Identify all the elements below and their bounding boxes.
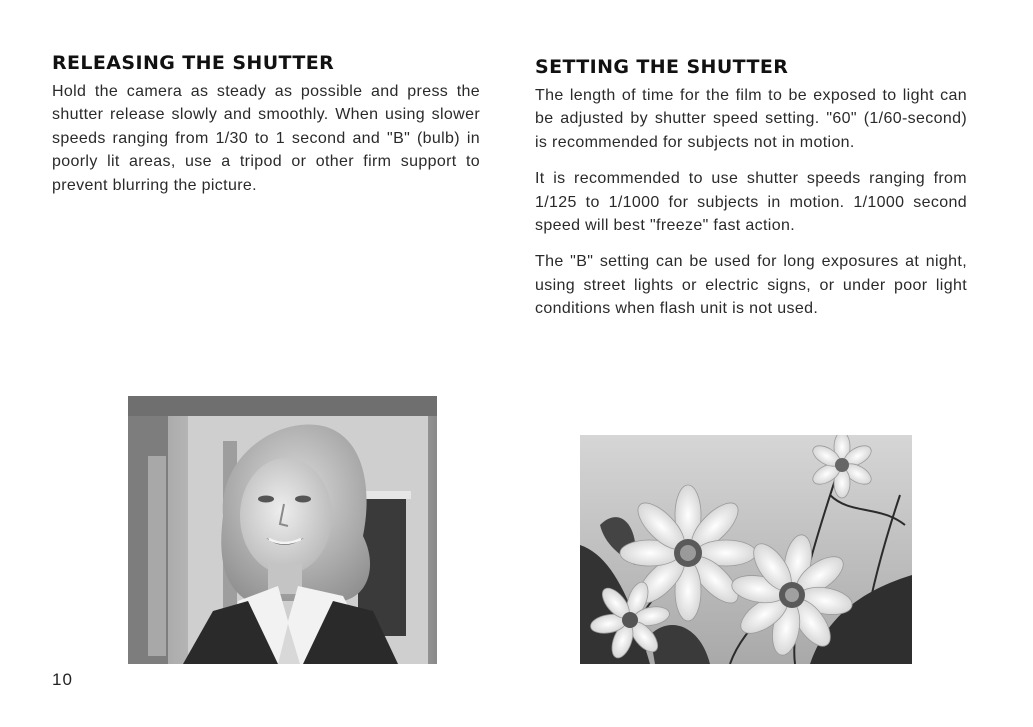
setting-shutter-paragraph-1: The length of time for the film to be exposed to light can be adjusted by shutter speed setting. "60" (1/60-second) is recommended for subjects not in motion. xyxy=(535,87,967,151)
flower-photo xyxy=(580,435,912,664)
right-section xyxy=(535,56,967,321)
left-section xyxy=(52,52,480,197)
portrait-photo-graphic xyxy=(128,396,437,664)
section-heading-releasing-shutter: RELEASING THE SHUTTER xyxy=(52,52,335,74)
section-heading-setting-shutter: SETTING THE SHUTTER xyxy=(535,56,789,78)
portrait-photo xyxy=(128,396,437,664)
setting-shutter-paragraph-2: It is recommended to use shutter speeds ranging from 1/125 to 1/1000 for subjects in motion. 1/1000 second speed will best "freeze" fast action. xyxy=(535,170,967,235)
setting-shutter-paragraph-3: The "B" setting can be used for long exposures at night, using street lights or electric signs, or under poor light conditions when flash unit is not used. xyxy=(535,253,967,318)
releasing-shutter-paragraph: Hold the camera as steady as possible and press the shutter release slowly and smoothly. When using slower speeds ranging from 1/30 to 1 second and "B" (bulb) in poorly lit areas, use a tripod or other firm support to prevent blurring the picture. xyxy=(52,83,480,194)
page-number: 10 xyxy=(52,670,73,689)
flower-photo-graphic xyxy=(580,435,912,664)
